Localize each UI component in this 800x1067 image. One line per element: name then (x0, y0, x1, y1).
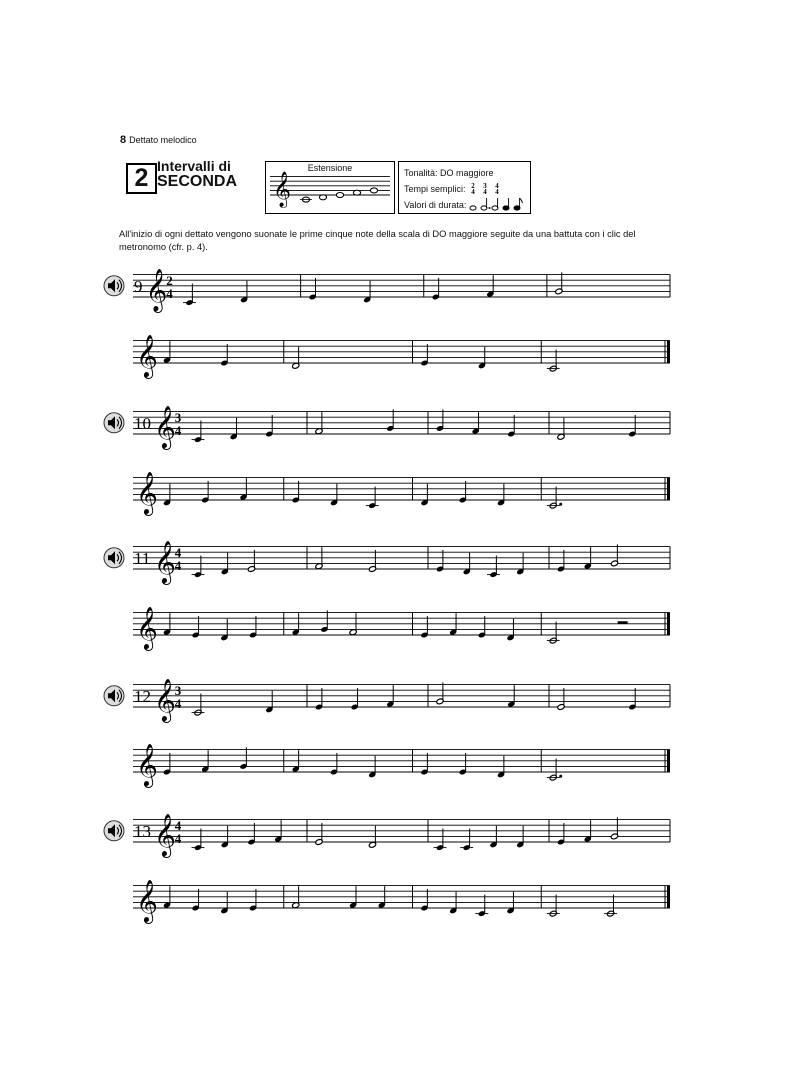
staff-system (104, 405, 670, 450)
exercise-number: 9 (134, 276, 143, 296)
final-barline-thick (667, 886, 670, 908)
time-signature-top: 3 (174, 409, 182, 425)
exercise-number: 13 (134, 821, 151, 841)
time-signature-bottom: 4 (166, 286, 173, 301)
treble-clef-icon: 𝄞 (136, 743, 158, 787)
time-signature-bottom: 4 (174, 831, 182, 846)
time-signature-top: 2 (471, 182, 475, 190)
staff-system (104, 813, 670, 858)
chapter-title-line1: Intervalli di (157, 158, 231, 174)
staff-system (133, 606, 670, 651)
dot (559, 775, 562, 778)
chapter-title-line2: SECONDA (157, 173, 238, 190)
staff-system (133, 334, 670, 379)
half-rest (618, 621, 628, 624)
chapter-number-box: 2 (126, 163, 157, 194)
time-signature-top: 4 (174, 817, 182, 833)
time-signatures-label: Tempi semplici: (404, 184, 466, 194)
staff-system (133, 879, 670, 924)
section-title: Dettato melodico (129, 135, 197, 145)
staff-system (133, 743, 670, 788)
time-signature-top: 3 (483, 182, 487, 190)
time-signature-top: 2 (166, 272, 173, 288)
exercise-number: 11 (134, 548, 151, 568)
final-barline-thick (667, 478, 670, 500)
staff-system (104, 268, 670, 313)
treble-clef-icon: 𝄞 (136, 471, 158, 515)
page-number: 8 (120, 134, 127, 146)
final-barline-thick (667, 750, 670, 772)
treble-clef-icon: 𝄞 (154, 405, 176, 449)
treble-clef-icon: 𝄞 (154, 540, 176, 584)
durations-label: Valori di durata: (404, 200, 467, 210)
staff-system (104, 678, 670, 723)
treble-clef-icon: 𝄞 (136, 879, 158, 923)
intro-paragraph: All'inizio di ogni dettato vengono suonate le prime cinque note della scala di DO maggiore seguite da una battuta con i clic del metronomo (cfr. p. 4). (119, 229, 636, 252)
time-signature-top: 4 (174, 544, 182, 560)
staff-system (133, 471, 670, 516)
key-info: Tonalità: DO maggiore (404, 168, 494, 178)
range-label: Estensione (307, 163, 353, 173)
time-signature-bottom: 4 (174, 558, 182, 573)
exercise-number: 10 (134, 413, 151, 433)
time-signature-bottom: 4 (174, 423, 182, 438)
treble-clef-icon: 𝄞 (273, 172, 291, 208)
treble-clef-icon: 𝄞 (145, 268, 168, 312)
time-signature-top: 3 (174, 682, 182, 698)
treble-clef-icon: 𝄞 (154, 678, 176, 722)
time-signature-top: 4 (495, 182, 499, 190)
time-signature-bottom: 4 (483, 188, 487, 194)
time-signature-bottom: 4 (174, 696, 182, 711)
staff-system (104, 540, 670, 585)
exercise-10 (104, 405, 670, 516)
time-signature-bottom: 4 (471, 188, 475, 194)
exercise-12 (104, 678, 670, 788)
treble-clef-icon: 𝄞 (154, 813, 176, 857)
final-barline-thick (667, 341, 670, 363)
treble-clef-icon: 𝄞 (136, 606, 158, 650)
exercise-13 (104, 813, 670, 924)
exercise-11 (104, 540, 670, 651)
treble-clef-icon: 𝄞 (136, 334, 158, 378)
final-barline-thick (667, 613, 670, 635)
time-signature-bottom: 4 (495, 188, 499, 194)
exercise-9 (104, 268, 670, 379)
exercise-number: 12 (134, 686, 151, 706)
dot (559, 503, 562, 506)
